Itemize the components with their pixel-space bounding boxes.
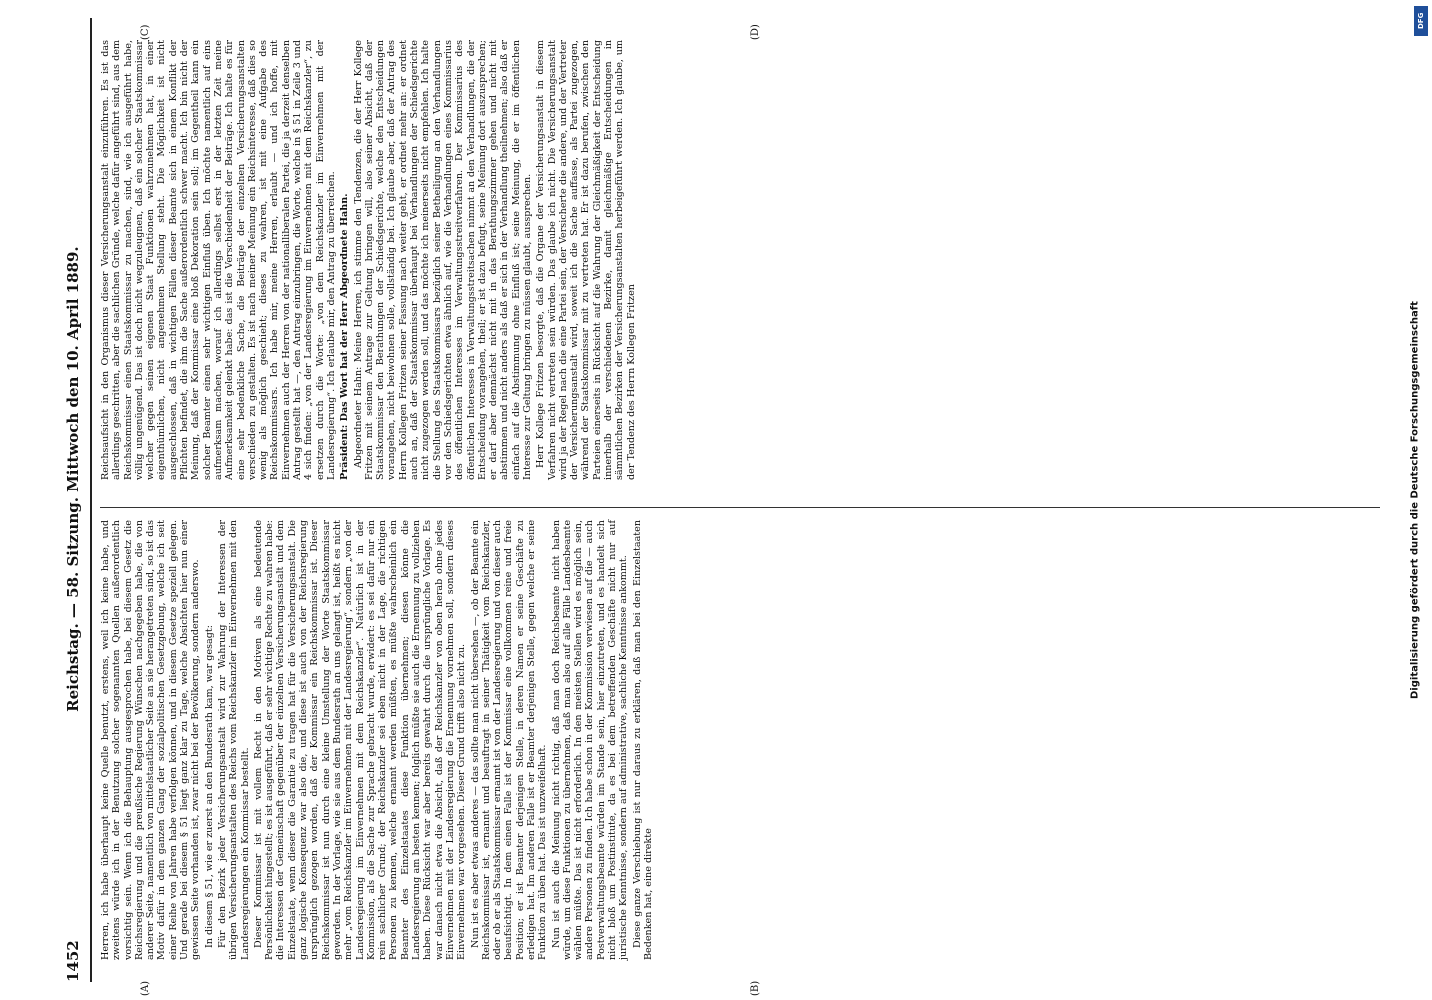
page-header xyxy=(60,18,86,982)
paragraph: Nun ist es aber etwas anderes — das sollte man nicht übersehen —, ob der Beamte ein Reichskommissar ist, ernannt und beauftragt in seiner Thätigkeit vom Reichskanzler, oder ob er als Staatskommissar ernannt ist von der Landesregierung und von dieser auch beaufsichtigt. In dem einen Falle ist der Kommissar eine vollkommen reine und freie Position; er ist Beamter derjenigen Stelle, in deren Namen er seine Geschäfte zu erledigen hat. Im anderen Falle ist er Beamter derjenigen Stelle, gegen welche er seine Funktion zu üben hat. Das ist unzweifelhaft. xyxy=(469,520,549,960)
paragraph: Dieser Kommissar ist mit vollem Recht in den Motiven als eine bedeutende Persönlichkeit hingestellt; es ist ausgeführt, daß er sehr wichtige Rechte zu wahren habe: die Interessen der Gemeinschaft gegenüber der einzelnen Versicherungsanstalt und dem Einzelstaate, wenn dieser die Garantie zu tragen hat für die Versicherungsanstalt. Die ganz logische Konsequenz war also die, und diese ist auch von der Reichsregierung ursprünglich gezogen worden, daß der Kommissar ein Reichskommissar ist. Dieser Reichskommissar ist nun durch eine kleine Umstellung der Worte Staatskommissar geworden. In der Vorlage, wie sie aus dem Bundesrath an uns gelangt ist, heißt es nicht mehr „vom Reichskanzler im Einvernehmen mit der Landesregierung“, sondern „von der Landesregierung im Einvernehmen mit dem Reichskanzler“. Natürlich ist in der Kommission, als die Sache zur Sprache gebracht wurde, erwidert: es sei dafür nur ein rein sachlicher Grund; der Reichskanzler sei eben nicht in der Lage, die richtigen Personen zu kennen, welche ernannt werden müßten, es müßte wahrscheinlich ein Beamter des Einzelstaates diese Funktion übernehmen; diesen könne die Landesregierung am besten kennen; folglich müßte sie auch die Ernennung zu vollziehen haben. Diese Rücksicht war aber bereits gewahrt durch die ursprüngliche Vorlage. Es war danach nicht etwa die Absicht, daß der Reichskanzler von oben herab ohne jedes Einvernehmen mit der Landesregierung die Ernennung vornehmen soll, sondern dieses Einvernehmen war vorgesehen. Dieser Grund trifft also nicht zu. xyxy=(252,520,468,960)
page-number: 1452 xyxy=(64,940,82,982)
margin-letter-d: (D) xyxy=(750,24,761,40)
header-rule xyxy=(90,18,92,982)
digitization-note: Digitalisierung gefördert durch die Deutsche Forschungsgemeinschaft xyxy=(1409,301,1421,699)
speaker-paragraph: Präsident: Das Wort hat der Herr Abgeordnete Hahn. xyxy=(339,193,351,480)
column-divider xyxy=(100,507,1380,508)
margin-letter-b: (B) xyxy=(750,980,761,996)
margin-letter-a: (A) xyxy=(140,980,151,996)
paragraph: Abgeordneter Hahn: Meine Herren, ich stimme den Tendenzen, die der Herr Kollege Fritzen mit seinem Antrage zur Geltung bringen will, also seiner Absicht, daß der Staatskommissar den Berathungen der Schiedsgerichte, welche den Entscheidungen vorangehen, nicht beiwohnen solle, vollständig bei. Ich glaube aber, daß der Antrag des Herrn Kollegen Fritzen seiner Fassung nach weiter geht, er ordnet mehr an: er ordnet auch an, daß der Staatskommissar überhaupt bei Verhandlungen der Schiedsgerichte nicht zugezogen werden soll, und das möchte ich meinerseits nicht empfehlen. Ich halte die Stellung des Staatskommissars bezüglich seiner Betheiligung an den Verhandlungen vor den Schiedsgerichten etwa ähnlich auf, wie die Verhandlungen eines Kommissarius des öffentlichen Interesses im Verwaltungsstreitverfahren. Der Kommissarius des öffentlichen Interesses in Verwaltungsstreitsachen nimmt an den Verhandlungen, die der Entscheidung vorangehen, theil; er ist dazu befugt, seine Meinung dort auszusprechen; er darf aber demnächst nicht mit in das Berathungszimmer gehen und nicht mit abstimmen und nicht anders als daß er sich in der Verhandlung theilnehmen; also daß er einfach auf die Abstimmung ohne Einfluß ist; seine Meinung, die er im öffentlichen Interesse zur Geltung bringen zu müssen glaubt, aussprechen. xyxy=(352,40,533,480)
margin-letter-c: (C) xyxy=(140,24,151,40)
right-column xyxy=(100,40,639,480)
rotated-page xyxy=(50,0,1420,1000)
paragraph: Herren, ich habe überhaupt keine Quelle benutzt, erstens, weil ich keine habe, und zweitens würde ich in der Benutzung solcher sogenannten Quellen außerordentlich vorsichtig sein. Wenn ich die Behauptung ausgesprochen habe, bei diesem Gesetz die Reichsregierung und die preußische Regierung Wünschen nachgegeben habe, die von anderer Seite, namentlich von mittelstaatlicher Seite an sie herangetreten sind, so ist das Motiv dafür in dem ganzen Gang der sozialpolitischen Gesetzgebung, welche ich seit einer Reihe von Jahren habe verfolgen können, und in diesem Gesetze speziell gelegen. Und gerade bei diesem § 51 liegt ganz klar zu Tage, welche Absichten hier nun einer gewissen Seite vorhanden ist, zwar nicht bei der Bevölkerung, sondern anderswo. xyxy=(100,520,202,960)
page-title: Reichstag. — 58. Sitzung. Mittwoch den 10. April 1889. xyxy=(64,246,82,712)
paragraph: In diesem § 51, wie er zuerst an den Bundesrath kam, war gesagt: xyxy=(203,625,215,948)
left-column xyxy=(100,520,656,960)
quoted-paragraph: Für den Bezirk jeder Versicherungsanstalt wird zur Wahrung der Interessen der übrigen Versicherungsanstalten des Reichs vom Reichskanzler im Einvernehmen mit den Landesregierungen ein Kommissar bestellt. xyxy=(216,520,251,960)
paragraph: Diese ganze Verschiebung ist nur daraus zu erklären, daß man bei den Einzelstaaten Bedenken hat, eine direkte xyxy=(631,520,654,960)
dfg-logo: DFG xyxy=(1414,6,1428,36)
paragraph: Herr Kollege Fritzen besorgte, daß die Organe der Versicherungsanstalt in diesem Verfahren nicht vertreten sein würden. Das glaube ich nicht. Die Versicherungsanstalt wird ja der Regel nach die eine Partei sein, der Versicherte die andere, und der Vertreter der Versicherungsanstalt wird, soweit ich die Sache auffasse, als Partei zugezogen, während der Staatskommissar mit zu vertreten hat. Er ist dazu berufen, zwischen den Parteien einerseits in Rücksicht auf die Wahrung der Gleichmäßigkeit der Entscheidung innerhalb der verschiedenen Bezirke, damit gleichmäßige Entscheidungen in sämmtlichen Bezirken der Versicherungsanstalten herbeigeführt werden. Ich glaube, um der Tendenz des Herrn Kollegen Fritzen xyxy=(535,40,637,480)
paragraph: Reichsaufsicht in den Organismus dieser Versicherungsanstalt einzuführen. Es ist das allerdings geschritten, aber die sachlichen Gründe, welche dafür angeführt sind, aus dem Reichskommissar einen Staatskommissar zu machen, sind, wie ich ausgeführt habe, völlig ungenügend. Das ist doch nicht wegzuleugnen, daß ein solcher Staatskommissar welcher gegen seinen eigenen Staat Funktionen wahrzunehmen hat, in einer eigenthümlichen, nicht angenehmen Stellung steht. Die Möglichkeit ist nicht ausgeschlossen, daß in wichtigen Fällen dieser Beamte sich in einem Konflikt der Pflichten befindet, die ihm die Sache außerordentlich schwer macht. Ich bin nicht der Meinung, daß der Kommissar eine bloß Dekoration sein soll; im Gegentheil kann ein solcher Beamter einen sehr wichtigen Einfluß üben. Ich möchte namentlich auf eins aufmerksam machen, worauf ich allerdings selbst erst in der letzten Zeit meine Aufmerksamkeit gelenkt habe: das ist die Verschiedenheit der Beiträge. Ich halte es für eine sehr bedenkliche Sache, die Beiträge der einzelnen Versicherungsanstalten verschieden zu gestalten. Es ist nach meiner Meinung ein Reichsinteresse, daß dies so wenig als möglich geschieht; dieses zu wahren, ist mit eine Aufgabe des Reichskommissars. Ich habe mir, meine Herren, erlaubt — und ich hoffe, mit Einvernehmen auch der Herren von der nationalliberalen Partei, die ja derzeit denselben Antrag gestellt hat —, den Antrag einzubringen, die Worte, welche in § 51 in Zeile 3 und 4 sich finden: „von der Landesregierung im Einvernehmen mit dem Reichskanzler“, zu ersetzen durch die Worte: „von dem Reichskanzler im Einvernehmen mit der Landesregierung“. Ich erlaube mir, den Antrag zu überreichen. xyxy=(100,40,337,480)
paragraph: Nun ist auch die Meinung nicht richtig, daß man doch Reichsbeamte nicht haben würde, um diese Funktionen zu übernehmen, daß man also auf alle Fälle Landesbeamte wählen müßte. Das ist nicht erforderlich. In den meisten Stellen wird es möglich sein, andere Personen zu finden. Ich habe schon in der Kommission verwiesen auf die — auch Postverwaltungsbeamte würden im Stande sein, hier einzutreten, und es handelt sich nicht bloß um Postinstitute, da es bei dem betreffenden Geschäfte nicht nur auf juristische Kenntnisse, sondern auf administrative, sachliche Kenntnisse ankommt. xyxy=(550,520,630,960)
